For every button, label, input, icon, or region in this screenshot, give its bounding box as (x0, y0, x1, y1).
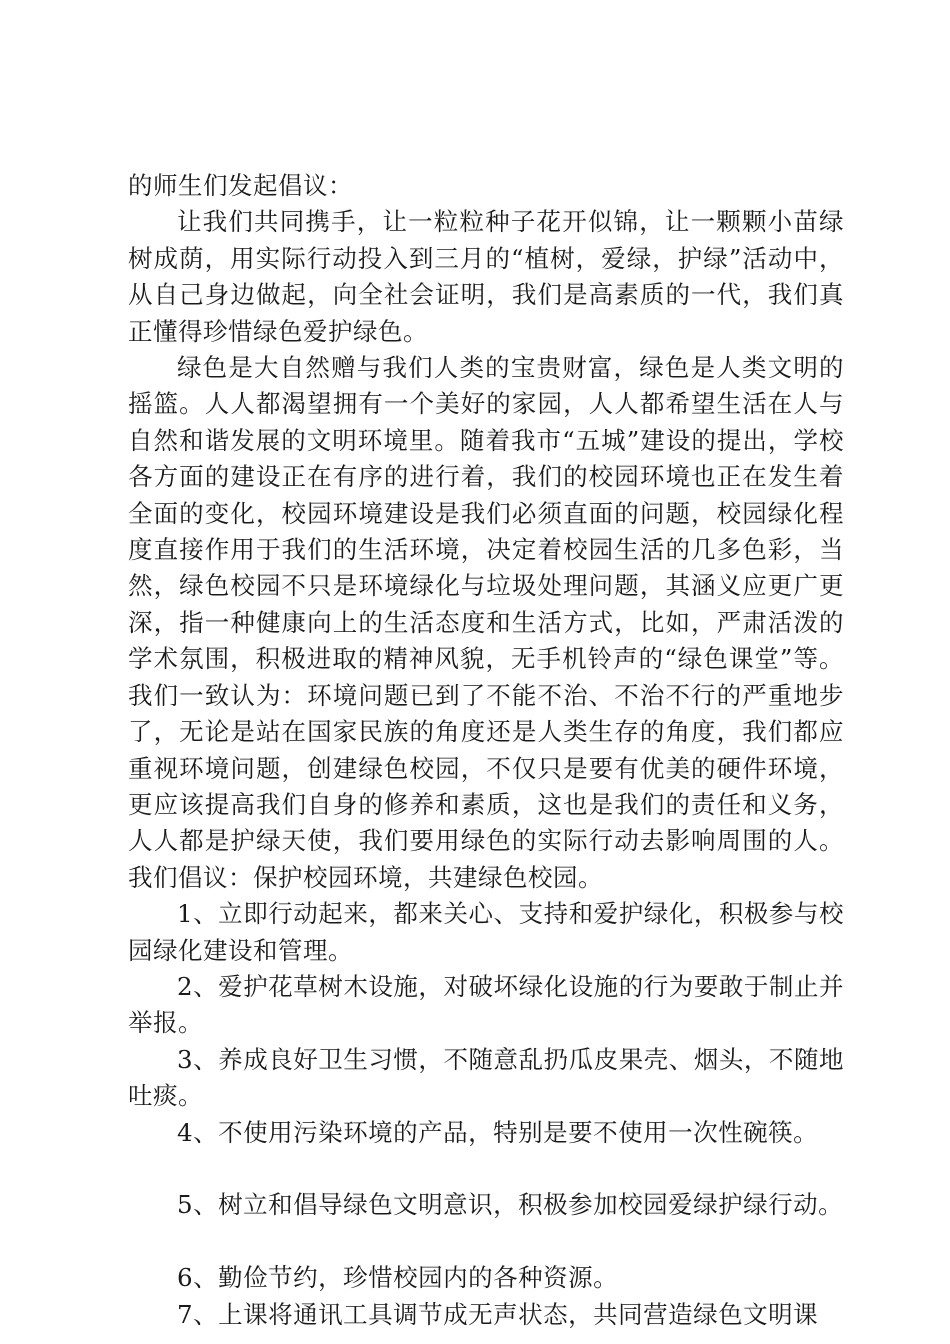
list-item-3: 3、养成良好卫生习惯，不随意乱扔瓜皮果壳、烟头，不随地吐痰。 (128, 1044, 844, 1111)
paragraph-call-to-action: 让我们共同携手，让一粒粒种子花开似锦，让一颗颗小苗绿树成荫，用实际行动投入到三月的“植树，爱绿，护绿”活动中，从自己身边做起，向全社会证明，我们是高素质的一代，我们真正懂得珍惜绿色爱护绿色。 (128, 207, 844, 346)
list-item-7: 7、上课将通讯工具调节成无声状态，共同营造绿色文明课 (177, 1299, 819, 1329)
paragraph-green-campus: 绿色是大自然赠与我们人类的宝贵财富，绿色是人类文明的摇篮。人人都渴望拥有一个美好的家园，人人都希望生活在人与自然和谐发展的文明环境里。随着我市“五城”建设的提出，学校各方面的建设正在有序的进行着，我们的校园环境也正在发生着全面的变化，校园环境建设是我们必须直面的问题，校园绿化程度直接作用于我们的生活环境，决定着校园生活的几多色彩，当然，绿色校园不只是环境绿化与垃圾处理问题，其涵义应更广更深，指一种健康向上的生活态度和生活方式，比如，严肃活泼的学术氛围，积极进取的精神风貌，无手机铃声的“绿色课堂”等。我们一致认为：环境问题已到了不能不治、不治不行的严重地步了，无论是站在国家民族的角度还是人类生存的角度，我们都应重视环境问题，创建绿色校园，不仅只是要有优美的硬件环境，更应该提高我们自身的修养和素质，这也是我们的责任和义务，人人都是护绿天使，我们要用绿色的实际行动去影响周围的人。我们倡议：保护校园环境，共建绿色校园。 (128, 353, 844, 892)
list-item-6: 6、勤俭节约，珍惜校园内的各种资源。 (177, 1263, 619, 1293)
list-item-5: 5、树立和倡导绿色文明意识，积极参加校园爱绿护绿行动。 (177, 1190, 844, 1220)
list-item-1: 1、立即行动起来，都来关心、支持和爱护绿化，积极参与校园绿化建设和管理。 (128, 899, 844, 965)
list-item-2: 2、爱护花草树木设施，对破坏绿化设施的行为要敢于制止并举报。 (128, 971, 844, 1038)
paragraph-opening: 的师生们发起倡议： (128, 171, 353, 200)
list-item-4: 4、不使用污染环境的产品，特别是要不使用一次性碗筷。 (177, 1117, 819, 1147)
document-body (128, 168, 844, 1333)
